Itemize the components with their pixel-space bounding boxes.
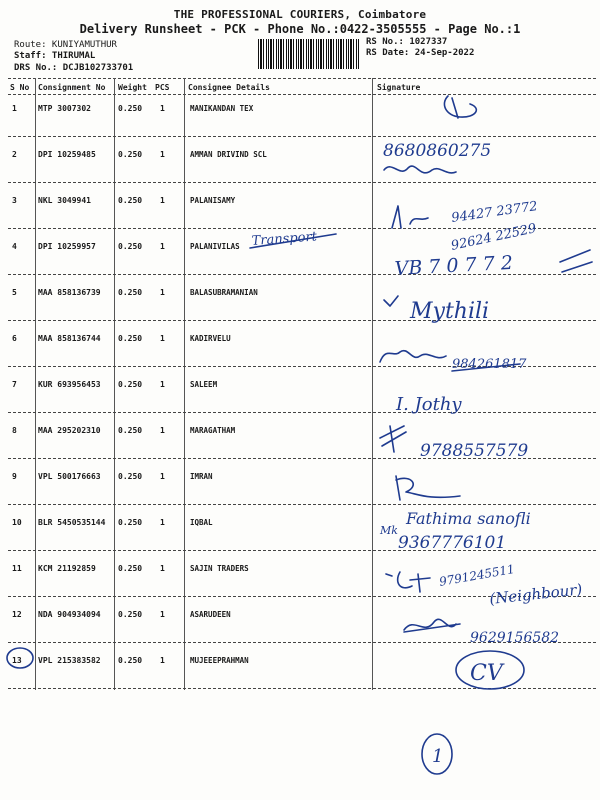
signature-row-4-vehicle: VB 7 0 7 7 2 bbox=[394, 251, 514, 280]
row-pcs: 1 bbox=[160, 104, 165, 113]
footer-page-mark: 1 bbox=[432, 746, 444, 767]
row-sno: 5 bbox=[12, 288, 17, 297]
signature-row-11-phone: 9791245511 bbox=[438, 561, 516, 589]
row-pcs: 1 bbox=[160, 334, 165, 343]
row-weight: 0.250 bbox=[118, 288, 143, 297]
row-consignee: IQBAL bbox=[190, 518, 213, 527]
signature-row-9 bbox=[396, 476, 460, 500]
row-consignment-no: BLR 5450535144 bbox=[38, 518, 106, 527]
column-header-consignment: Consignment No bbox=[38, 83, 106, 92]
row-sno: 12 bbox=[12, 610, 22, 619]
column-header-pcs: PCS bbox=[155, 83, 170, 92]
row-consignment-no: KCM 21192859 bbox=[38, 564, 96, 573]
row-consignee: AMMAN DRIVIND SCL bbox=[190, 150, 267, 159]
row-pcs: 1 bbox=[160, 518, 165, 527]
row-consignee: IMRAN bbox=[190, 472, 213, 481]
row-sno: 7 bbox=[12, 380, 17, 389]
row-consignee: SALEEM bbox=[190, 380, 218, 389]
signature-row-6 bbox=[380, 351, 446, 362]
row-consignee: PALANIVILAS bbox=[190, 242, 240, 251]
row-sno: 11 bbox=[12, 564, 22, 573]
row-pcs: 1 bbox=[160, 288, 165, 297]
column-header-consignee: Consignee Details bbox=[188, 83, 270, 92]
row-sno: 8 bbox=[12, 426, 17, 435]
signature-row-10-prefix: Mk bbox=[380, 524, 398, 537]
signature-row-1 bbox=[444, 96, 476, 118]
row-consignment-no: VPL 500176663 bbox=[38, 472, 101, 481]
column-header-signature: Signature bbox=[377, 83, 421, 92]
row-weight: 0.250 bbox=[118, 242, 143, 251]
row-consignment-no: MAA 858136739 bbox=[38, 288, 101, 297]
row-consignee: MANIKANDAN TEX bbox=[190, 104, 254, 113]
signature-row-7: I. Jothy bbox=[396, 394, 462, 415]
row-sno: 9 bbox=[12, 472, 17, 481]
signature-row-10-phone: 9367776101 bbox=[398, 533, 507, 553]
row-consignment-no: MTP 3007302 bbox=[38, 104, 91, 113]
row-sno: 13 bbox=[12, 656, 22, 665]
row-pcs: 1 bbox=[160, 380, 165, 389]
row-sno: 3 bbox=[12, 196, 17, 205]
column-header-sno: S No bbox=[10, 83, 30, 92]
signature-row-3 bbox=[392, 206, 428, 228]
row-consignee: MUJEEEPRAHMAN bbox=[190, 656, 249, 665]
row-consignment-no: NKL 3049941 bbox=[38, 196, 91, 205]
staff-label: Staff: THIRUMAL bbox=[14, 51, 96, 61]
row-sno: 10 bbox=[12, 518, 22, 527]
signature-row-13: CV bbox=[470, 661, 503, 686]
signature-row-2-phone: 8680860275 bbox=[383, 141, 492, 161]
row-weight: 0.250 bbox=[118, 104, 143, 113]
row-pcs: 1 bbox=[160, 564, 165, 573]
signature-row-12 bbox=[404, 619, 460, 632]
row-consignment-no: KUR 693956453 bbox=[38, 380, 101, 389]
row-weight: 0.250 bbox=[118, 380, 143, 389]
row-consignee: MARAGATHAM bbox=[190, 426, 236, 435]
rs-date: RS Date: 24-Sep-2022 bbox=[366, 48, 475, 58]
courier-title: THE PROFESSIONAL COURIERS, Coimbatore bbox=[173, 8, 427, 21]
signature-row-2 bbox=[384, 166, 456, 173]
signature-row-6-phone: 984261817 bbox=[452, 357, 527, 372]
column-header-weight: Weight bbox=[118, 83, 147, 92]
signature-row-8 bbox=[380, 426, 406, 452]
signature-row-8-phone: 9788557579 bbox=[420, 441, 529, 461]
row-pcs: 1 bbox=[160, 196, 165, 205]
drs-number: DRS No.: DCJB102733701 bbox=[14, 63, 134, 73]
signature-row-11-note: (Neighbour) bbox=[488, 580, 584, 608]
row-pcs: 1 bbox=[160, 610, 165, 619]
row-weight: 0.250 bbox=[118, 564, 143, 573]
row-pcs: 1 bbox=[160, 150, 165, 159]
row-consignment-no: MAA 295202310 bbox=[38, 426, 101, 435]
row-sno: 4 bbox=[12, 242, 17, 251]
row-pcs: 1 bbox=[160, 242, 165, 251]
row-13-marker-circle bbox=[7, 648, 33, 668]
row-4-note: Transport bbox=[251, 229, 318, 249]
row-consignment-no: VPL 215383582 bbox=[38, 656, 101, 665]
row-weight: 0.250 bbox=[118, 610, 143, 619]
signature-row-5: Mythili bbox=[410, 299, 490, 324]
signature-row-4-phone: 92624 22529 bbox=[449, 221, 538, 254]
signature-row-12-phone: 9629156582 bbox=[470, 630, 560, 646]
row-weight: 0.250 bbox=[118, 150, 143, 159]
row-consignment-no: MAA 858136744 bbox=[38, 334, 101, 343]
row-sno: 1 bbox=[12, 104, 17, 113]
row-pcs: 1 bbox=[160, 656, 165, 665]
row-weight: 0.250 bbox=[118, 426, 143, 435]
row-consignment-no: NDA 904934094 bbox=[38, 610, 101, 619]
rs-number: RS No.: 1027337 bbox=[366, 37, 448, 47]
signature-row-11 bbox=[386, 572, 430, 592]
signature-row-3-phone: 94427 23772 bbox=[450, 199, 539, 226]
route-label: Route: KUNIYAMUTHUR bbox=[14, 40, 117, 50]
signature-row-5-tick bbox=[384, 296, 398, 306]
row-consignee: ASARUDEEN bbox=[190, 610, 231, 619]
runsheet-title: Delivery Runsheet - PCK - Phone No.:0422-3505555 - Page No.:1 bbox=[79, 22, 521, 36]
row-consignee: BALASUBRAMANIAN bbox=[190, 288, 258, 297]
row-consignment-no: DPI 10259957 bbox=[38, 242, 96, 251]
row-consignee: SAJIN TRADERS bbox=[190, 564, 249, 573]
row-pcs: 1 bbox=[160, 472, 165, 481]
row-weight: 0.250 bbox=[118, 518, 143, 527]
row-sno: 6 bbox=[12, 334, 17, 343]
row-consignment-no: DPI 10259485 bbox=[38, 150, 96, 159]
row-weight: 0.250 bbox=[118, 656, 143, 665]
row-weight: 0.250 bbox=[118, 196, 143, 205]
row-weight: 0.250 bbox=[118, 334, 143, 343]
row-sno: 2 bbox=[12, 150, 17, 159]
row-pcs: 1 bbox=[160, 426, 165, 435]
signature-row-10-name: Fathima sanofli bbox=[406, 509, 531, 528]
row-weight: 0.250 bbox=[118, 472, 143, 481]
row-consignee: PALANISAMY bbox=[190, 196, 236, 205]
row-consignee: KADIRVELU bbox=[190, 334, 231, 343]
signature-row-4-stamp bbox=[560, 250, 592, 272]
